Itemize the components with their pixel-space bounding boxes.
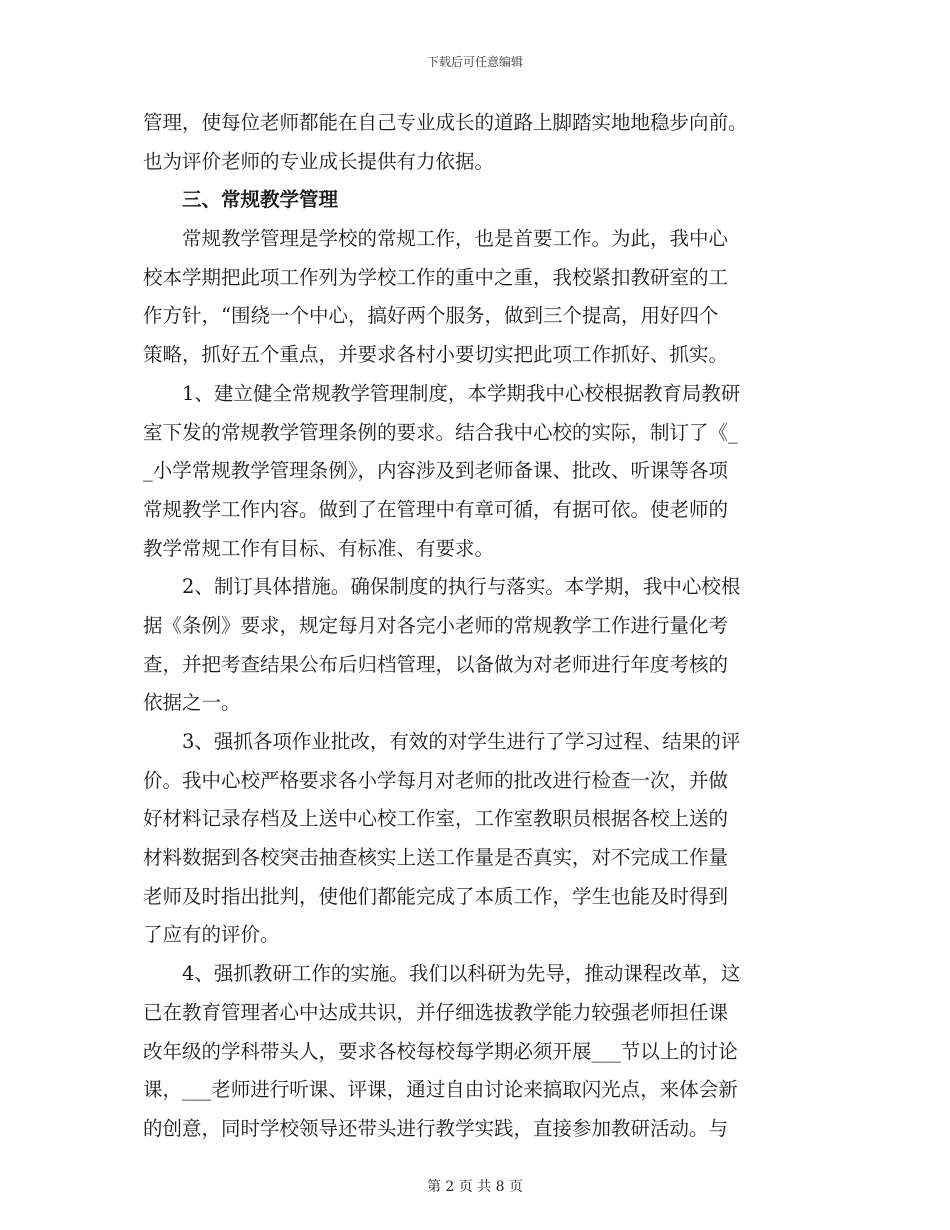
body-line: 2、制订具体措施。确保制度的执行与落实。本学期，我中心校根 — [143, 575, 741, 599]
body-line: 改年级的学科带头人，要求各校每校每学期必须开展___节以上的讨论 — [143, 1039, 738, 1063]
body-line: 室下发的常规教学管理条例的要求。结合我中心校的实际，制订了《_ — [143, 420, 738, 444]
body-line: 查，并把考查结果公布后归档管理，以备做为对老师进行年度考核的 — [143, 652, 729, 676]
body-line: 3、强抓各项作业批改，有效的对学生进行了学习过程、结果的评 — [143, 730, 741, 753]
body-line: 4、强抓教研工作的实施。我们以科研为先导，推动课程改革，这 — [143, 962, 741, 986]
body-line: 1、建立健全常规教学管理制度，本学期我中心校根据教育局教研 — [143, 381, 741, 405]
body-line: 已在教育管理者心中达成共识，并仔细选拔教学能力较强老师担任课 — [143, 1000, 729, 1024]
body-line: 据《条例》要求，规定每月对各完小老师的常规教学工作进行量化考 — [143, 613, 729, 637]
page-header: 下载后可任意编辑 — [426, 55, 523, 69]
body-line: 的创意，同时学校领导还带头进行教学实践，直接参加教研活动。与 — [143, 1116, 729, 1140]
page-footer: 第 2 页 共 8 页 — [426, 1179, 524, 1195]
body-line: 策略，抓好五个重点，并要求各村小要切实把此项工作抓好、抓实。 — [143, 343, 729, 367]
body-line: 教学常规工作有目标、有标准、有要求。 — [143, 536, 495, 560]
body-line: 课，___老师进行听课、评课，通过自由讨论来搞取闪光点，来体会新 — [143, 1078, 738, 1102]
body-line: 价。我中心校严格要求各小学每月对老师的批改进行检查一次，并做 — [143, 768, 729, 792]
body-line: 常规教学工作内容。做到了在管理中有章可循，有据可依。使老师的 — [143, 497, 729, 521]
body-line: 好材料记录存档及上送中心校工作室，工作室教职员根据各校上送的 — [143, 807, 729, 831]
body-line: 了应有的评价。 — [143, 923, 280, 947]
document-body — [143, 104, 803, 1149]
body-line: 老师及时指出批判，使他们都能完成了本质工作，学生也能及时得到 — [143, 884, 729, 908]
body-line: 作方针，“围绕一个中心，搞好两个服务，做到三个提高，用好四个 — [143, 304, 719, 328]
body-line: 常规教学管理是学校的常规工作，也是首要工作。为此，我中心 — [143, 227, 729, 251]
body-line: 校本学期把此项工作列为学校工作的重中之重，我校紧扣教研室的工 — [143, 265, 729, 289]
body-line: 材料数据到各校突击抽查核实上送工作量是否真实，对不完成工作量 — [143, 846, 729, 870]
section-heading: 三、常规教学管理 — [143, 188, 339, 212]
body-line: 也为评价老师的专业成长提供有力依据。 — [143, 149, 495, 173]
body-line: 管理，使每位老师都能在自己专业成长的道路上脚踏实地地稳步向前。 — [143, 111, 748, 134]
body-line: 依据之一。 — [143, 691, 241, 715]
body-line: _小学常规教学管理条例》，内容涉及到老师备课、批改、听课等各项 — [143, 459, 729, 483]
